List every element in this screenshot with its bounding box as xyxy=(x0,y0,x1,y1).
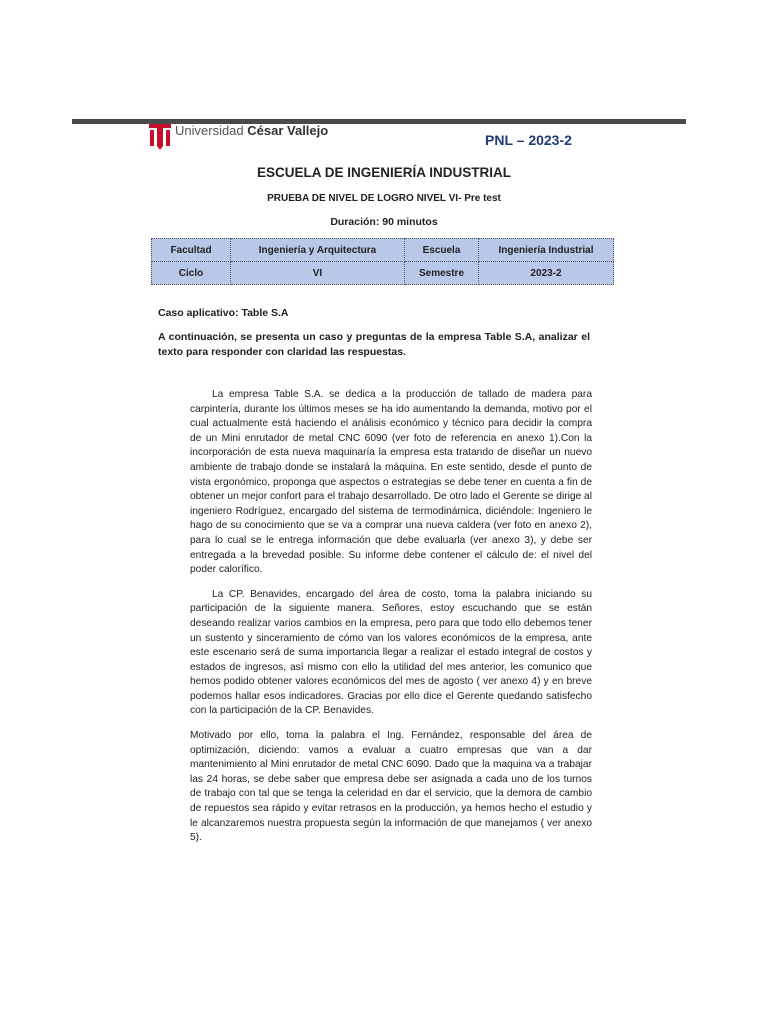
table-cell: Facultad xyxy=(152,239,231,262)
paragraph: La empresa Table S.A. se dedica a la producción de tallado de madera para carpintería, durante los últimos meses se ha ido aumentando la demanda, motivo por el cual actualmente está haciendo el análisis económico y técnico para decidir la compra de un Mini enrutador de metal CNC 6090 (ver foto de referencia en anexo 1).Con la incorporación de esta nueva maquinaría la empresa esta tratando de diseñar un nuevo ambiente de trabajo donde se instalará la máquina. En este sentido, desde el punto de vista ergonómico, proponga que aspectos o estrategias se debe tener en cuenta a fin de obtener un mejor confort para el trabajo desarrollado. De otro lado el Gerente se dirige al ingeniero Rodríguez, encargado del sistema de termodinámica, diciéndole: Ingeniero le hago de su conocimiento que se va a comprar una nueva caldera (ver foto en anexo 2), para lo cual se le entrega información que debe evaluarla (ver anexo 3), y debe ser entregada a la brevedad posible. Su informe debe contener el cálculo de: el nivel del poder calorífico. xyxy=(190,389,592,576)
info-table xyxy=(151,238,614,285)
document-header xyxy=(148,122,618,156)
university-logo-icon xyxy=(148,122,172,152)
table-cell: Ciclo xyxy=(152,262,231,285)
pnl-label: PNL – 2023-2 xyxy=(485,132,572,148)
table-cell: Escuela xyxy=(405,239,479,262)
paragraph: Motivado por ello, toma la palabra el Ing. Fernández, responsable del área de optimización, diciendo: vamos a evaluar a cuatro empresas que van a dar mantenimiento al Mini enrutador de metal CNC 6090. Dado que la maquina va a trabajar las 24 horas, se debe saber que empresa debe ser asignada a cada uno de los turnos de trabajo con tal que se tenga la celeridad en dar el servicio, que la demora de cambio de repuestos sea rápido y evitar retrasos en la producción, ya hemos hecho el estudio y le alcanzaremos nuestra propuesta según la información de que manejamos ( ver anexo 5). xyxy=(190,730,592,844)
university-name-bold: César Vallejo xyxy=(247,123,329,138)
case-title: Caso aplicativo: Table S.A xyxy=(158,307,289,319)
university-name xyxy=(175,123,328,138)
test-title: PRUEBA DE NIVEL DE LOGRO NIVEL VI- Pre test xyxy=(267,193,501,204)
table-cell: Ingeniería Industrial xyxy=(479,239,614,262)
case-body xyxy=(190,388,592,844)
school-title: ESCUELA DE INGENIERÍA INDUSTRIAL xyxy=(256,165,511,180)
university-prefix: Universidad xyxy=(175,123,248,138)
table-row xyxy=(152,239,614,262)
case-intro: A continuación, se presenta un caso y preguntas de la empresa Table S.A, analizar el texto para responder con claridad las respuestas. xyxy=(158,331,590,358)
table-cell: Semestre xyxy=(405,262,479,285)
duration-label: Duración: 90 minutos xyxy=(330,216,438,228)
table-cell: VI xyxy=(231,262,405,285)
table-cell: 2023-2 xyxy=(479,262,614,285)
table-cell: Ingeniería y Arquitectura xyxy=(231,239,405,262)
paragraph: La CP. Benavides, encargado del área de costo, toma la palabra iniciando su participación de la siguiente manera. Señores, estoy escuchando que se están deseando realizar varios cambios en la empresa, pero para que todo ello debemos tener un sustento y sinceramiento de cómo van los valores económicos de la empresa, ante este escenario será de suma importancia llegar a realizar el estado integral de costos y estados de ingresos, así mismo con ello la utilidad del mes anterior, les comunico que hemos podido obtener valores económicos del mes de agosto ( ver anexo 4) y en breve podemos hallar esos indicadores. Gracias por ello dice el Gerente quedando satisfecho con la participación de la CP. Benavides. xyxy=(190,588,592,717)
table-row xyxy=(152,262,614,285)
